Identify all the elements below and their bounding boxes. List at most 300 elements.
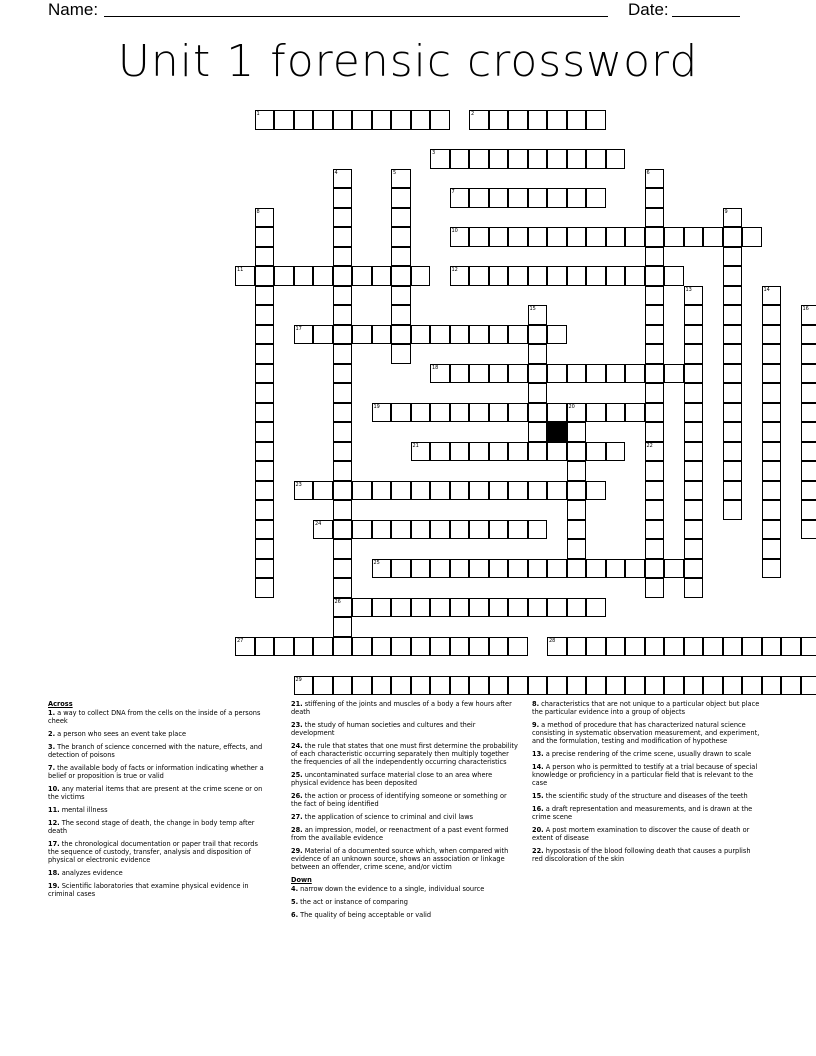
grid-cell[interactable] xyxy=(313,110,333,130)
grid-cell[interactable] xyxy=(333,520,353,540)
grid-cell[interactable] xyxy=(352,520,372,540)
grid-cell[interactable] xyxy=(645,442,665,462)
grid-cell[interactable] xyxy=(469,676,489,696)
grid-cell[interactable] xyxy=(684,344,704,364)
grid-cell[interactable] xyxy=(723,422,743,442)
grid-cell[interactable] xyxy=(333,383,353,403)
grid-cell[interactable] xyxy=(489,188,509,208)
grid-cell[interactable] xyxy=(528,559,548,579)
grid-cell[interactable] xyxy=(586,188,606,208)
grid-cell[interactable] xyxy=(606,149,626,169)
grid-cell[interactable] xyxy=(586,676,606,696)
grid-cell[interactable] xyxy=(547,364,567,384)
grid-cell[interactable] xyxy=(723,461,743,481)
grid-cell[interactable] xyxy=(508,520,528,540)
grid-cell[interactable] xyxy=(645,559,665,579)
grid-cell[interactable] xyxy=(567,403,587,423)
grid-cell[interactable] xyxy=(762,286,782,306)
grid-cell[interactable] xyxy=(489,598,509,618)
grid-cell[interactable] xyxy=(430,149,450,169)
grid-cell[interactable] xyxy=(606,227,626,247)
grid-cell[interactable] xyxy=(255,578,275,598)
grid-cell[interactable] xyxy=(547,149,567,169)
grid-cell[interactable] xyxy=(372,637,392,657)
grid-cell[interactable] xyxy=(586,481,606,501)
grid-cell[interactable] xyxy=(313,676,333,696)
grid-cell[interactable] xyxy=(391,637,411,657)
grid-cell[interactable] xyxy=(411,559,431,579)
grid-cell[interactable] xyxy=(567,481,587,501)
grid-cell[interactable] xyxy=(450,481,470,501)
grid-cell[interactable] xyxy=(274,110,294,130)
grid-cell[interactable] xyxy=(723,383,743,403)
grid-cell[interactable] xyxy=(625,227,645,247)
grid-cell[interactable] xyxy=(333,266,353,286)
grid-cell[interactable] xyxy=(450,403,470,423)
grid-cell[interactable] xyxy=(430,598,450,618)
grid-cell[interactable] xyxy=(762,461,782,481)
grid-cell[interactable] xyxy=(762,325,782,345)
grid-cell[interactable] xyxy=(508,676,528,696)
grid-cell[interactable] xyxy=(567,598,587,618)
grid-cell[interactable] xyxy=(352,481,372,501)
grid-cell[interactable] xyxy=(294,481,314,501)
grid-cell[interactable] xyxy=(333,500,353,520)
grid-cell[interactable] xyxy=(489,266,509,286)
grid-cell[interactable] xyxy=(333,305,353,325)
grid-cell[interactable] xyxy=(508,227,528,247)
grid-cell[interactable] xyxy=(586,149,606,169)
grid-cell[interactable] xyxy=(742,637,762,657)
grid-cell[interactable] xyxy=(547,325,567,345)
grid-cell[interactable] xyxy=(391,266,411,286)
grid-cell[interactable] xyxy=(352,266,372,286)
grid-cell[interactable] xyxy=(781,637,801,657)
grid-cell[interactable] xyxy=(723,286,743,306)
grid-cell[interactable] xyxy=(333,286,353,306)
grid-cell[interactable] xyxy=(684,559,704,579)
grid-cell[interactable] xyxy=(411,325,431,345)
grid-cell[interactable] xyxy=(391,305,411,325)
grid-cell[interactable] xyxy=(762,422,782,442)
grid-cell[interactable] xyxy=(333,578,353,598)
grid-cell[interactable] xyxy=(801,637,816,657)
grid-cell[interactable] xyxy=(255,442,275,462)
grid-cell[interactable] xyxy=(313,637,333,657)
grid-cell[interactable] xyxy=(469,227,489,247)
grid-cell[interactable] xyxy=(294,325,314,345)
grid-cell[interactable] xyxy=(664,559,684,579)
grid-cell[interactable] xyxy=(684,286,704,306)
grid-cell[interactable] xyxy=(450,637,470,657)
grid-cell[interactable] xyxy=(684,461,704,481)
grid-cell[interactable] xyxy=(255,110,275,130)
grid-cell[interactable] xyxy=(255,500,275,520)
grid-cell[interactable] xyxy=(723,266,743,286)
grid-cell[interactable] xyxy=(508,559,528,579)
grid-cell[interactable] xyxy=(742,227,762,247)
grid-cell[interactable] xyxy=(586,598,606,618)
grid-cell[interactable] xyxy=(255,266,275,286)
grid-cell[interactable] xyxy=(489,676,509,696)
grid-cell[interactable] xyxy=(528,344,548,364)
grid-cell[interactable] xyxy=(411,110,431,130)
grid-cell[interactable] xyxy=(391,520,411,540)
grid-cell[interactable] xyxy=(547,227,567,247)
grid-cell[interactable] xyxy=(508,149,528,169)
grid-cell[interactable] xyxy=(547,188,567,208)
grid-cell[interactable] xyxy=(586,110,606,130)
grid-cell[interactable] xyxy=(411,442,431,462)
grid-cell[interactable] xyxy=(333,227,353,247)
grid-cell[interactable] xyxy=(664,266,684,286)
grid-cell[interactable] xyxy=(528,598,548,618)
grid-cell[interactable] xyxy=(255,364,275,384)
grid-cell[interactable] xyxy=(372,676,392,696)
grid-cell[interactable] xyxy=(703,227,723,247)
grid-cell[interactable] xyxy=(645,520,665,540)
grid-cell[interactable] xyxy=(684,637,704,657)
grid-cell[interactable] xyxy=(567,422,587,442)
grid-cell[interactable] xyxy=(606,559,626,579)
grid-cell[interactable] xyxy=(274,266,294,286)
grid-cell[interactable] xyxy=(645,403,665,423)
grid-cell[interactable] xyxy=(762,481,782,501)
grid-cell[interactable] xyxy=(528,520,548,540)
grid-cell[interactable] xyxy=(547,637,567,657)
grid-cell[interactable] xyxy=(645,500,665,520)
grid-cell[interactable] xyxy=(567,500,587,520)
grid-cell[interactable] xyxy=(352,325,372,345)
grid-cell[interactable] xyxy=(469,364,489,384)
grid-cell[interactable] xyxy=(313,520,333,540)
grid-cell[interactable] xyxy=(567,539,587,559)
grid-cell[interactable] xyxy=(801,403,816,423)
grid-cell[interactable] xyxy=(547,403,567,423)
grid-cell[interactable] xyxy=(313,481,333,501)
grid-cell[interactable] xyxy=(235,266,255,286)
grid-cell[interactable] xyxy=(762,539,782,559)
grid-cell[interactable] xyxy=(606,442,626,462)
grid-cell[interactable] xyxy=(469,325,489,345)
grid-cell[interactable] xyxy=(625,403,645,423)
grid-cell[interactable] xyxy=(352,637,372,657)
grid-cell[interactable] xyxy=(391,559,411,579)
grid-cell[interactable] xyxy=(255,520,275,540)
grid-cell[interactable] xyxy=(645,188,665,208)
grid-cell[interactable] xyxy=(567,266,587,286)
grid-cell[interactable] xyxy=(391,286,411,306)
grid-cell[interactable] xyxy=(664,676,684,696)
grid-cell[interactable] xyxy=(430,403,450,423)
grid-cell[interactable] xyxy=(333,559,353,579)
grid-cell[interactable] xyxy=(664,364,684,384)
grid-cell[interactable] xyxy=(294,676,314,696)
grid-cell[interactable] xyxy=(645,305,665,325)
grid-cell[interactable] xyxy=(333,442,353,462)
grid-cell[interactable] xyxy=(801,383,816,403)
grid-cell[interactable] xyxy=(586,442,606,462)
grid-cell[interactable] xyxy=(508,188,528,208)
grid-cell[interactable] xyxy=(469,403,489,423)
grid-cell[interactable] xyxy=(528,383,548,403)
grid-cell[interactable] xyxy=(411,520,431,540)
grid-cell[interactable] xyxy=(801,461,816,481)
grid-cell[interactable] xyxy=(645,637,665,657)
grid-cell[interactable] xyxy=(508,403,528,423)
grid-cell[interactable] xyxy=(801,325,816,345)
grid-cell[interactable] xyxy=(411,637,431,657)
grid-cell[interactable] xyxy=(567,676,587,696)
grid-cell[interactable] xyxy=(528,442,548,462)
grid-cell[interactable] xyxy=(489,227,509,247)
grid-cell[interactable] xyxy=(469,442,489,462)
grid-cell[interactable] xyxy=(762,676,782,696)
grid-cell[interactable] xyxy=(372,481,392,501)
grid-cell[interactable] xyxy=(391,188,411,208)
grid-cell[interactable] xyxy=(333,539,353,559)
grid-cell[interactable] xyxy=(801,344,816,364)
grid-cell[interactable] xyxy=(762,559,782,579)
grid-cell[interactable] xyxy=(469,188,489,208)
grid-cell[interactable] xyxy=(391,247,411,267)
grid-cell[interactable] xyxy=(333,598,353,618)
grid-cell[interactable] xyxy=(372,110,392,130)
grid-cell[interactable] xyxy=(723,364,743,384)
grid-cell[interactable] xyxy=(606,266,626,286)
grid-cell[interactable] xyxy=(391,227,411,247)
grid-cell[interactable] xyxy=(703,637,723,657)
grid-cell[interactable] xyxy=(762,364,782,384)
grid-cell[interactable] xyxy=(528,676,548,696)
grid-cell[interactable] xyxy=(508,637,528,657)
grid-cell[interactable] xyxy=(606,637,626,657)
grid-cell[interactable] xyxy=(391,110,411,130)
grid-cell[interactable] xyxy=(625,266,645,286)
grid-cell[interactable] xyxy=(801,305,816,325)
grid-cell[interactable] xyxy=(547,481,567,501)
grid-cell[interactable] xyxy=(255,286,275,306)
grid-cell[interactable] xyxy=(762,305,782,325)
grid-cell[interactable] xyxy=(450,227,470,247)
grid-cell[interactable] xyxy=(762,344,782,364)
grid-cell[interactable] xyxy=(684,500,704,520)
grid-cell[interactable] xyxy=(723,637,743,657)
grid-cell[interactable] xyxy=(255,637,275,657)
grid-cell[interactable] xyxy=(801,481,816,501)
grid-cell[interactable] xyxy=(489,403,509,423)
grid-cell[interactable] xyxy=(469,598,489,618)
grid-cell[interactable] xyxy=(801,520,816,540)
grid-cell[interactable] xyxy=(255,559,275,579)
grid-cell[interactable] xyxy=(430,364,450,384)
grid-cell[interactable] xyxy=(645,286,665,306)
grid-cell[interactable] xyxy=(235,637,255,657)
grid-cell[interactable] xyxy=(469,559,489,579)
grid-cell[interactable] xyxy=(469,481,489,501)
grid-cell[interactable] xyxy=(567,188,587,208)
grid-cell[interactable] xyxy=(547,598,567,618)
grid-cell[interactable] xyxy=(333,637,353,657)
grid-cell[interactable] xyxy=(684,539,704,559)
grid-cell[interactable] xyxy=(430,559,450,579)
grid-cell[interactable] xyxy=(528,364,548,384)
grid-cell[interactable] xyxy=(411,481,431,501)
grid-cell[interactable] xyxy=(567,364,587,384)
grid-cell[interactable] xyxy=(684,520,704,540)
grid-cell[interactable] xyxy=(684,481,704,501)
grid-cell[interactable] xyxy=(372,266,392,286)
grid-cell[interactable] xyxy=(567,149,587,169)
grid-cell[interactable] xyxy=(489,520,509,540)
grid-cell[interactable] xyxy=(645,481,665,501)
grid-cell[interactable] xyxy=(333,403,353,423)
grid-cell[interactable] xyxy=(333,676,353,696)
grid-cell[interactable] xyxy=(723,325,743,345)
grid-cell[interactable] xyxy=(450,442,470,462)
grid-cell[interactable] xyxy=(430,481,450,501)
grid-cell[interactable] xyxy=(255,227,275,247)
grid-cell[interactable] xyxy=(333,169,353,189)
grid-cell[interactable] xyxy=(352,110,372,130)
grid-cell[interactable] xyxy=(567,461,587,481)
grid-cell[interactable] xyxy=(333,208,353,228)
grid-cell[interactable] xyxy=(567,442,587,462)
grid-cell[interactable] xyxy=(762,403,782,423)
grid-cell[interactable] xyxy=(450,188,470,208)
grid-cell[interactable] xyxy=(489,325,509,345)
grid-cell[interactable] xyxy=(255,383,275,403)
grid-cell[interactable] xyxy=(352,598,372,618)
grid-cell[interactable] xyxy=(586,227,606,247)
grid-cell[interactable] xyxy=(469,110,489,130)
grid-cell[interactable] xyxy=(333,344,353,364)
grid-cell[interactable] xyxy=(684,676,704,696)
grid-cell[interactable] xyxy=(781,676,801,696)
grid-cell[interactable] xyxy=(450,676,470,696)
grid-cell[interactable] xyxy=(333,617,353,637)
grid-cell[interactable] xyxy=(567,227,587,247)
grid-cell[interactable] xyxy=(508,325,528,345)
grid-cell[interactable] xyxy=(528,481,548,501)
grid-cell[interactable] xyxy=(469,637,489,657)
grid-cell[interactable] xyxy=(606,676,626,696)
grid-cell[interactable] xyxy=(528,149,548,169)
grid-cell[interactable] xyxy=(391,403,411,423)
grid-cell[interactable] xyxy=(450,559,470,579)
grid-cell[interactable] xyxy=(333,247,353,267)
grid-cell[interactable] xyxy=(606,364,626,384)
grid-cell[interactable] xyxy=(645,247,665,267)
grid-cell[interactable] xyxy=(645,208,665,228)
grid-cell[interactable] xyxy=(333,325,353,345)
grid-cell[interactable] xyxy=(430,110,450,130)
grid-cell[interactable] xyxy=(372,598,392,618)
grid-cell[interactable] xyxy=(469,149,489,169)
grid-cell[interactable] xyxy=(586,637,606,657)
grid-cell[interactable] xyxy=(508,481,528,501)
grid-cell[interactable] xyxy=(742,676,762,696)
grid-cell[interactable] xyxy=(762,500,782,520)
grid-cell[interactable] xyxy=(645,344,665,364)
grid-cell[interactable] xyxy=(489,481,509,501)
grid-cell[interactable] xyxy=(255,539,275,559)
grid-cell[interactable] xyxy=(645,266,665,286)
grid-cell[interactable] xyxy=(723,208,743,228)
grid-cell[interactable] xyxy=(391,325,411,345)
grid-cell[interactable] xyxy=(333,188,353,208)
grid-cell[interactable] xyxy=(430,637,450,657)
grid-cell[interactable] xyxy=(547,676,567,696)
grid-cell[interactable] xyxy=(625,559,645,579)
grid-cell[interactable] xyxy=(567,520,587,540)
grid-cell[interactable] xyxy=(567,559,587,579)
grid-cell[interactable] xyxy=(723,500,743,520)
grid-cell[interactable] xyxy=(664,637,684,657)
grid-cell[interactable] xyxy=(430,676,450,696)
grid-cell[interactable] xyxy=(391,208,411,228)
grid-cell[interactable] xyxy=(723,344,743,364)
grid-cell[interactable] xyxy=(684,325,704,345)
grid-cell[interactable] xyxy=(508,110,528,130)
grid-cell[interactable] xyxy=(391,676,411,696)
grid-cell[interactable] xyxy=(255,305,275,325)
grid-cell[interactable] xyxy=(606,403,626,423)
grid-cell[interactable] xyxy=(684,403,704,423)
grid-cell[interactable] xyxy=(547,559,567,579)
grid-cell[interactable] xyxy=(664,227,684,247)
grid-cell[interactable] xyxy=(645,227,665,247)
grid-cell[interactable] xyxy=(567,110,587,130)
grid-cell[interactable] xyxy=(255,422,275,442)
grid-cell[interactable] xyxy=(723,442,743,462)
grid-cell[interactable] xyxy=(450,520,470,540)
grid-cell[interactable] xyxy=(762,442,782,462)
grid-cell[interactable] xyxy=(489,110,509,130)
grid-cell[interactable] xyxy=(430,520,450,540)
grid-cell[interactable] xyxy=(723,403,743,423)
grid-cell[interactable] xyxy=(547,266,567,286)
grid-cell[interactable] xyxy=(255,247,275,267)
grid-cell[interactable] xyxy=(684,578,704,598)
grid-cell[interactable] xyxy=(450,598,470,618)
grid-cell[interactable] xyxy=(391,481,411,501)
grid-cell[interactable] xyxy=(313,266,333,286)
grid-cell[interactable] xyxy=(645,676,665,696)
grid-cell[interactable] xyxy=(508,364,528,384)
grid-cell[interactable] xyxy=(801,422,816,442)
grid-cell[interactable] xyxy=(723,247,743,267)
grid-cell[interactable] xyxy=(372,403,392,423)
grid-cell[interactable] xyxy=(801,442,816,462)
grid-cell[interactable] xyxy=(391,598,411,618)
grid-cell[interactable] xyxy=(255,461,275,481)
grid-cell[interactable] xyxy=(255,403,275,423)
grid-cell[interactable] xyxy=(723,227,743,247)
grid-cell[interactable] xyxy=(586,266,606,286)
grid-cell[interactable] xyxy=(684,364,704,384)
grid-cell[interactable] xyxy=(352,676,372,696)
grid-cell[interactable] xyxy=(547,442,567,462)
grid-cell[interactable] xyxy=(489,637,509,657)
grid-cell[interactable] xyxy=(489,559,509,579)
grid-cell[interactable] xyxy=(294,266,314,286)
grid-cell[interactable] xyxy=(528,188,548,208)
grid-cell[interactable] xyxy=(294,110,314,130)
grid-cell[interactable] xyxy=(684,383,704,403)
grid-cell[interactable] xyxy=(723,481,743,501)
grid-cell[interactable] xyxy=(645,383,665,403)
